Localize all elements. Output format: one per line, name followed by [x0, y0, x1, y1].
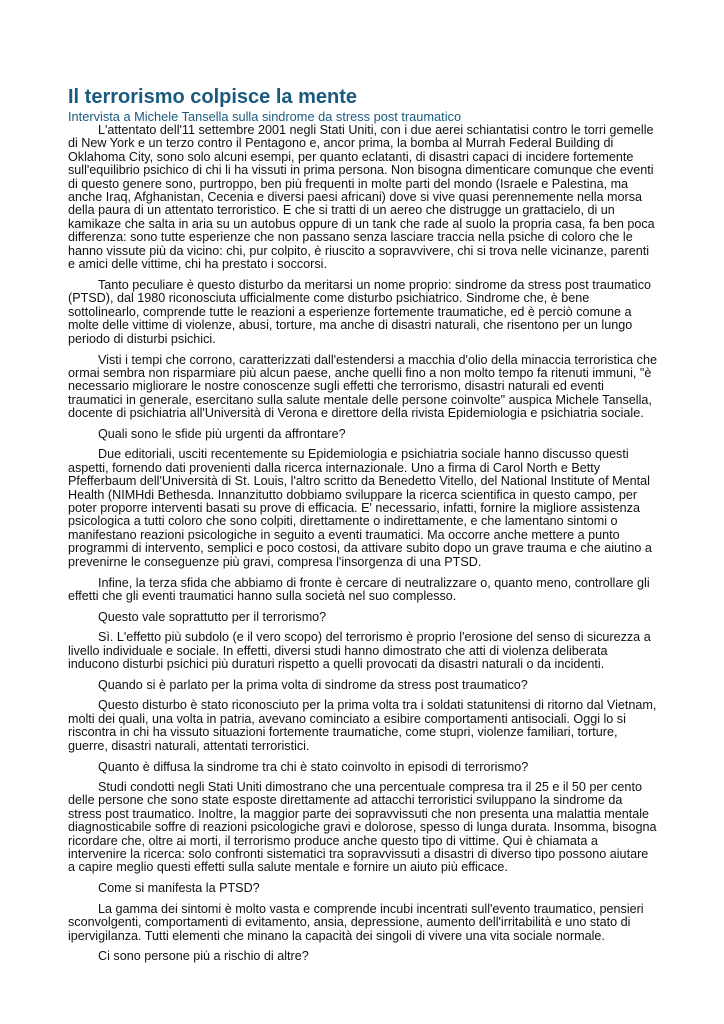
interview-question: Questo vale soprattutto per il terrorismo?	[98, 609, 327, 624]
interview-question: Come si manifesta la PTSD?	[98, 881, 260, 896]
paragraph: Tanto peculiare è questo disturbo da meritarsi un nome proprio: sindrome da stress post traumatico (PTSD), dal 1980 riconosciuta ufficialmente come disturbo psichiatrico. Sindrome che, è bene sottolinearlo, comprende tutte le reazioni a esperienze fortemente traumatiche, ed è perciò comune a molte delle vittime di violenze, abusi, torture, ma anche di disastri naturali, che risentono per un lungo periodo di disturbi psichici.	[68, 277, 652, 346]
paragraph: Visti i tempi che corrono, caratterizzati dall'estendersi a macchia d'olio della minaccia terroristica che ormai sembra non risparmiare più alcun paese, anche quelli fino a non molto tempo fa ritenuti immuni, "è necessario migliorare le nostre conoscenze sugli effetti che terrorismo, disastri naturali ed eventi traumatici in generale, esercitano sulla salute mentale delle persone coinvolte" auspica Michele Tansella, docente di psichiatria all'Università di Verona e direttore della rivista Epidemiologia e psichiatria sociale.	[68, 352, 657, 421]
paragraph: Infine, la terza sfida che abbiamo di fronte è cercare di neutralizzare o, quanto meno, controllare gli effetti che gli eventi traumatici hanno sulla società nel suo complesso.	[68, 575, 650, 603]
paragraph: Sì. L'effetto più subdolo (e il vero scopo) del terrorismo è proprio l'erosione del senso di sicurezza a livello individuale e sociale. In effetti, diversi studi hanno dimostrato che atti di violenza deliberata inducono disturbi psichici più duraturi rispetto a quelli provocati da disastri naturali o da incidenti.	[68, 630, 651, 672]
interview-question: Quando si è parlato per la prima volta di sindrome da stress post traumatico?	[98, 678, 528, 693]
paragraph: Studi condotti negli Stati Uniti dimostrano che una percentuale compresa tra il 25 e il 50 per cento delle persone che sono state esposte direttamente ad attacchi terroristici sviluppano la sindrome da stress post traumatico. Inoltre, la maggior parte dei sopravvissuti che non presenta una malattia mentale diagnosticabile soffre di reazioni psicologiche gravi e dolorose, spesso di lunga durata. Insomma, bisogna ricordare che, oltre ai morti, il terrorismo produce anche questo tipo di vittime. Qui è chiamata a intervenire la ricerca: solo confronti sistematici tra sopravvissuti a disastri di diverso tipo possono aiutare a capire meglio questi effetti sulla salute mentale e fornire un aiuto più efficace.	[68, 779, 657, 875]
interview-question: Quanto è diffusa la sindrome tra chi è stato coinvolto in episodi di terrorismo?	[98, 759, 529, 774]
interview-question: Quali sono le sfide più urgenti da affrontare?	[98, 427, 346, 442]
article-subtitle: Intervista a Michele Tansella sulla sindrome da stress post traumatico	[68, 109, 462, 124]
paragraph: La gamma dei sintomi è molto vasta e comprende incubi incentrati sull'evento traumatico, pensieri sconvolgenti, comportamenti di evitamento, ansia, depressione, aumento dell'irritabilità e uno stato di ipervigilanza. Tutti elementi che minano la capacità dei singoli di vivere una vita sociale normale.	[68, 901, 644, 943]
paragraph: L'attentato dell'11 settembre 2001 negli Stati Uniti, con i due aerei schiantatisi contro le torri gemelle di New York e un terzo contro il Pentagono e, ancor prima, la bomba al Murrah Federal Building di Oklahoma City, sono solo alcuni esempi, per quanto eclatanti, di disastri capaci di incidere fortemente sull'equilibrio psichico di chi li ha vissuti in prima persona. Non bisogna dimenticare comunque che eventi di questo genere sono, purtroppo, ben più frequenti in molte parti del mondo (Israele e Palestina, ma anche Iraq, Afghanistan, Cecenia e diversi paesi africani) dove si vive quasi perennemente nella morsa della paura di un attentato terroristico. E che si tratti di un aereo che distrugge un grattacielo, di un kamikaze che salta in aria su un autobus oppure di un tank che rade al suolo la propria casa, fa ben poca differenza: sono tutte esperienze che non passano senza lasciare traccia nella psiche di coloro che le hanno vissute più da vicino: chi, pur colpito, è riuscito a sopravvivere, chi si trova nelle vicinanze, parenti e amici delle vittime, chi ha prestato i soccorsi.	[68, 123, 655, 272]
interview-question: Ci sono persone più a rischio di altre?	[98, 949, 309, 964]
paragraph: Due editoriali, usciti recentemente su Epidemiologia e psichiatria sociale hanno discusso questi aspetti, fornendo dati provenienti dalla ricerca internazionale. Uno a firma di Carol North e Betty Pfefferbaum dell'Università di St. Louis, l'altro scritto da Benedetto Vitello, del National Institute of Mental Health (NIMHdi Bethesda. Innanzitutto dobbiamo sviluppare la ricerca scientifica in questo campo, per poter proporre interventi basati su prove di efficacia. E' necessario, infatti, fornire la migliore assistenza psicologica a tutti coloro che sono colpiti, direttamente o indirettamente, e che lamentano sintomi o manifestano reazioni psicologiche in seguito a eventi traumatici. Ma occorre anche mettere a punto programmi di intervento, semplici e poco costosi, da attivare subito dopo un grave trauma e che aiutino a prevenirne le conseguenze più gravi, compresa l'insorgenza di una PTSD.	[68, 447, 652, 569]
paragraph: Questo disturbo è stato riconosciuto per la prima volta tra i soldati statunitensi di ritorno dal Vietnam, molti dei quali, una volta in patria, avevano cominciato a esibire comportamenti antisociali. Oggi lo si riscontra in chi ha vissuto situazioni fortemente traumatiche, come stupri, violenze familiari, torture, guerre, disastri naturali, attentati terroristici.	[68, 698, 657, 753]
article-body	[68, 124, 658, 964]
article	[68, 86, 658, 971]
article-title: Il terrorismo colpisce la mente	[68, 86, 357, 108]
